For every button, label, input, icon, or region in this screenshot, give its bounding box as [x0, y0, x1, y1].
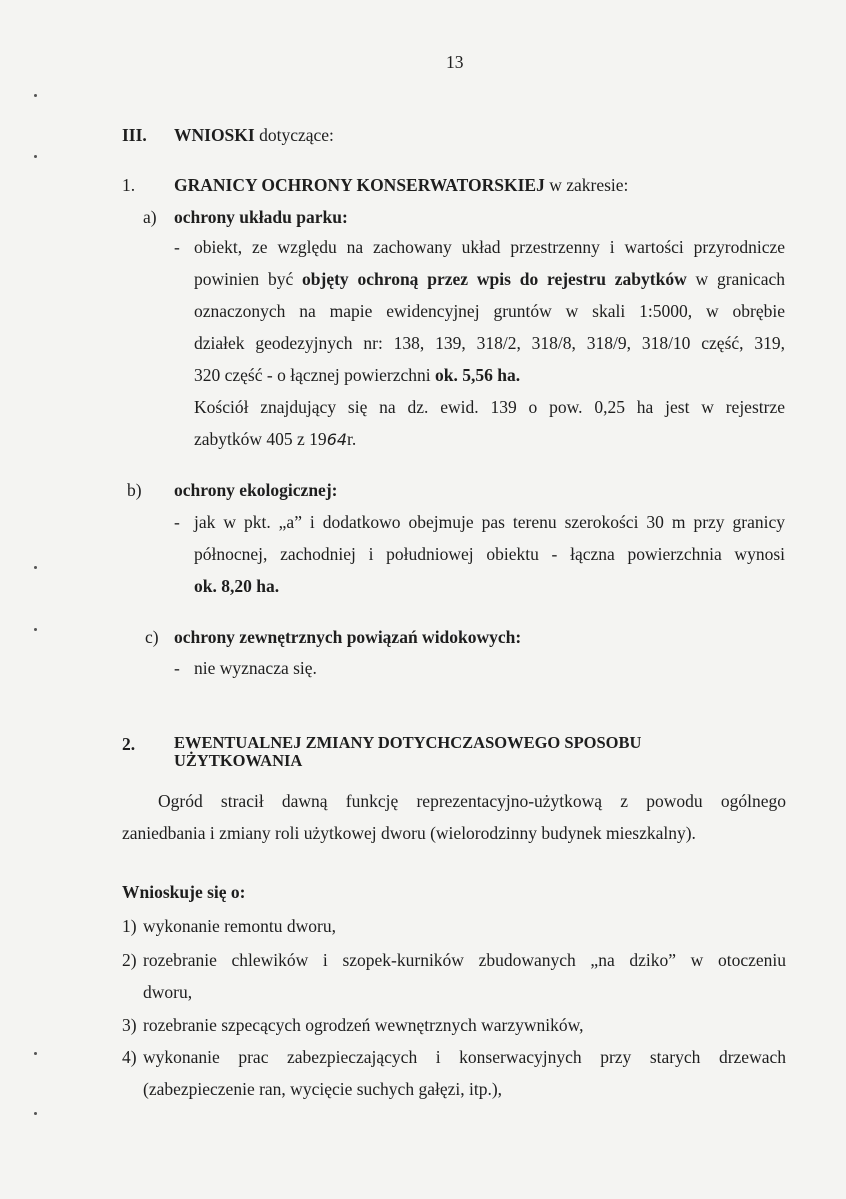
subitem-a-line7-post: r. [347, 429, 357, 449]
handwritten-year: 64 [326, 430, 348, 449]
item2-paragraph-line2: zaniedbania i zmiany roli użytkowej dworu (wielorodzinny budynek mieszkalny). [122, 823, 696, 843]
subitem-b-heading: ochrony ekologicznej: [174, 480, 338, 500]
subitem-a-line7-pre: zabytków 405 z 19 [194, 429, 327, 449]
subitem-a-line6: Kościół znajdujący się na dz. ewid. 139 o pow. 0,25 ha jest w rejestrze [194, 397, 785, 417]
subitem-b-line1: jak w pkt. „a” i dodatkowo obejmuje pas terenu szerokości 30 m przy granicy [194, 512, 785, 532]
subitem-a-line7 [194, 429, 356, 450]
subitem-c-line1: nie wyznacza się. [194, 658, 317, 678]
subitem-a-line2-bold: objęty ochroną przez wpis do rejestru zabytków [302, 269, 687, 289]
subitem-a-line1: obiekt, ze względu na zachowany układ przestrzenny i wartości przyrodnicze [194, 237, 785, 257]
list-item-continuation: dworu, [143, 982, 193, 1002]
margin-mark [34, 566, 37, 569]
subitem-a-label: a) [143, 207, 157, 227]
subitem-b-label: b) [127, 480, 142, 500]
subitem-a-line3: oznaczonych na mapie ewidencyjnej gruntów w skali 1:5000, w obrębie [194, 301, 785, 321]
subitem-c-heading: ochrony zewnętrznych powiązań widokowych: [174, 627, 522, 647]
list-item: wykonanie remontu dworu, [143, 916, 336, 936]
margin-mark [34, 155, 37, 158]
list-item-continuation: (zabezpieczenie ran, wycięcie suchych gałęzi, itp.), [143, 1079, 503, 1099]
margin-mark [34, 1112, 37, 1115]
subitem-a-heading: ochrony układu parku: [174, 207, 348, 227]
list-item-number: 4) [122, 1047, 137, 1067]
margin-mark [34, 628, 37, 631]
subitem-b-line3: ok. 8,20 ha. [194, 576, 280, 596]
section-title [174, 125, 334, 145]
subitem-a-line5-pre: 320 część - o łącznej powierzchni [194, 365, 435, 385]
list-item-number: 1) [122, 916, 137, 936]
subitem-a-line4: działek geodezyjnych nr: 138, 139, 318/2, 318/8, 318/9, 318/10 część, 319, [194, 333, 785, 353]
subitem-b-dash: - [174, 512, 180, 532]
item2-title-line1: EWENTUALNEJ ZMIANY DOTYCHCZASOWEGO SPOSOBU [174, 733, 642, 752]
item2-title-line2: UŻYTKOWANIA [174, 751, 303, 770]
list-item-number: 2) [122, 950, 137, 970]
list-item: rozebranie chlewików i szopek-kurników zbudowanych „na dziko” w otoczeniu [143, 950, 786, 970]
section-title-bold: WNIOSKI [174, 125, 255, 145]
subitem-a-line2-post: w granicach [686, 269, 785, 289]
item1-number: 1. [122, 175, 136, 195]
page-number: 13 [446, 52, 464, 72]
item1-title-bold: GRANICY OCHRONY KONSERWATORSKIEJ [174, 175, 545, 195]
item1-title [174, 175, 628, 195]
subitem-b-line2: północnej, zachodniej i południowej obiektu - łączna powierzchnia wynosi [194, 544, 785, 564]
list-item: rozebranie szpecących ogrodzeń wewnętrznych warzywników, [143, 1015, 584, 1035]
subitem-c-label: c) [145, 627, 159, 647]
margin-mark [34, 1052, 37, 1055]
subitem-a-dash: - [174, 237, 180, 257]
item1-title-rest: w zakresie: [544, 175, 629, 195]
subitem-a-line5-bold: ok. 5,56 ha. [435, 365, 521, 385]
proposals-heading: Wnioskuje się o: [122, 882, 246, 902]
list-item-number: 3) [122, 1015, 137, 1035]
subitem-c-dash: - [174, 658, 180, 678]
item2-paragraph-line1: Ogród stracił dawną funkcję reprezentacyjno-użytkową z powodu ogólnego [158, 791, 786, 811]
subitem-a-line2-pre: powinien być [194, 269, 303, 289]
list-item: wykonanie prac zabezpieczających i konserwacyjnych przy starych drzewach [143, 1047, 786, 1067]
subitem-a-line2 [194, 269, 785, 289]
item2-number: 2. [122, 734, 136, 754]
margin-mark [34, 94, 37, 97]
section-number: III. [122, 125, 147, 145]
section-title-rest: dotyczące: [254, 125, 334, 145]
subitem-a-line5 [194, 365, 520, 385]
